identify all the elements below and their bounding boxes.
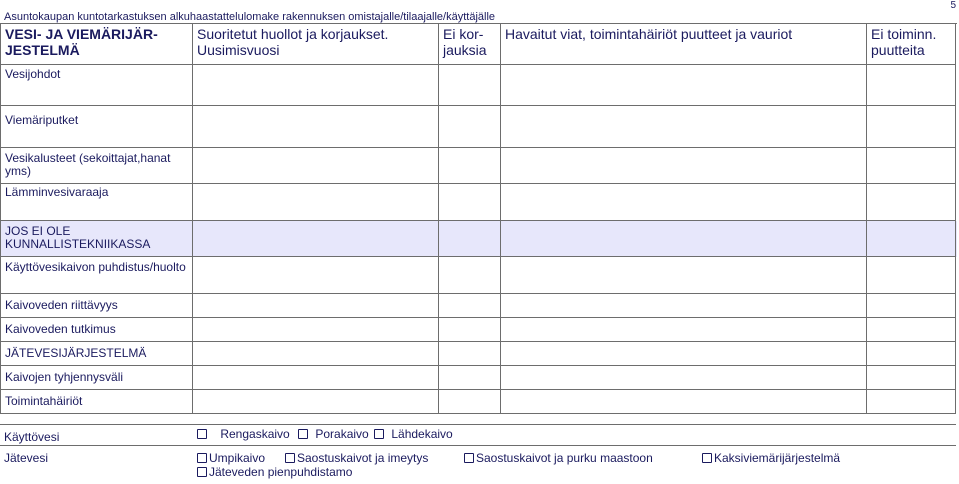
serviced-field[interactable] [193,148,439,184]
kayttovesi-row [0,424,956,446]
serviced-field[interactable] [193,65,439,106]
defects-field[interactable] [501,65,867,106]
jatevesi-row [0,445,956,484]
kayttovesi-label: Käyttövesi [4,430,60,444]
table-row [1,148,957,184]
no-repairs-field [439,221,501,257]
option-rengaskaivo[interactable] [197,427,290,441]
header-no-issues: Ei toiminn. puutteita [867,24,956,65]
row-label: Kaivoveden riittävyys [1,294,193,318]
defects-field[interactable] [501,257,867,294]
header-section: VESI- JA VIEMÄRIJÄR-JESTELMÄ [1,24,193,65]
form-title: Asuntokaupan kuntotarkastuksen alkuhaastattelulomake rakennuksen omistajalle/tilaajalle/käyttäjälle [4,11,496,23]
defects-field[interactable] [501,366,867,390]
no-issues-field[interactable] [867,148,956,184]
option-kaksiviemarijarjestelma[interactable] [702,451,840,465]
defects-field[interactable] [501,390,867,414]
table-row [1,106,957,148]
table-row [1,257,957,294]
checkbox-icon[interactable] [298,429,308,439]
row-label: Vesikalusteet (sekoittajat,hanat yms) [1,148,193,184]
checkbox-icon[interactable] [285,453,295,463]
row-label: Vesijohdot [1,65,193,106]
option-label: Rengaskaivo [220,427,290,441]
no-issues-field[interactable] [867,294,956,318]
table-row [1,65,957,106]
no-repairs-field[interactable] [439,106,501,148]
option-label: Saostuskaivot ja purku maastoon [476,451,653,465]
no-repairs-field[interactable] [439,65,501,106]
no-issues-field[interactable] [867,366,956,390]
serviced-field[interactable] [193,390,439,414]
no-repairs-field[interactable] [439,390,501,414]
serviced-field [193,221,439,257]
defects-field[interactable] [501,184,867,221]
no-repairs-field[interactable] [439,342,501,366]
no-repairs-field[interactable] [439,366,501,390]
checkbox-icon[interactable] [197,429,207,439]
table-header [1,24,957,65]
table-row-section [1,221,957,257]
header-defects: Havaitut viat, toimintahäiriöt puutteet ja vauriot [501,24,867,65]
defects-field[interactable] [501,342,867,366]
row-label: Viemäriputket [1,106,193,148]
serviced-field[interactable] [193,106,439,148]
option-label: Umpikaivo [209,451,266,465]
option-porakaivo[interactable] [298,427,369,441]
table-row [1,342,957,366]
inspection-table [0,23,957,414]
option-label: Lähdekaivo [391,427,453,441]
table-row [1,294,957,318]
defects-field[interactable] [501,106,867,148]
no-issues-field[interactable] [867,257,956,294]
page-number: 5 [950,0,956,11]
no-repairs-field[interactable] [439,294,501,318]
option-saostuskaivot-purku[interactable] [464,451,653,465]
no-issues-field[interactable] [867,318,956,342]
serviced-field[interactable] [193,318,439,342]
row-label: Käyttövesikaivon puhdistus/huolto [1,257,193,294]
option-label: Kaksiviemärijärjestelmä [714,451,841,465]
row-label: JOS EI OLE KUNNALLISTEKNIIKASSA [1,221,193,257]
jatevesi-label: Jätevesi [4,451,49,465]
header-serviced: Suoritetut huollot ja korjaukset. Uusimisvuosi [193,24,439,65]
table-row [1,184,957,221]
defects-field[interactable] [501,318,867,342]
no-repairs-field[interactable] [439,184,501,221]
table-row [1,318,957,342]
no-repairs-field[interactable] [439,148,501,184]
header-no-repairs: Ei kor-jauksia [439,24,501,65]
no-issues-field[interactable] [867,342,956,366]
checkbox-icon[interactable] [374,429,384,439]
no-issues-field [867,221,956,257]
serviced-field[interactable] [193,257,439,294]
checkbox-icon[interactable] [197,467,207,477]
no-repairs-field[interactable] [439,257,501,294]
serviced-field[interactable] [193,366,439,390]
option-lahdekaivo[interactable] [374,427,453,441]
row-label: Lämminvesivaraaja [1,184,193,221]
no-issues-field[interactable] [867,184,956,221]
serviced-field[interactable] [193,342,439,366]
checkbox-icon[interactable] [702,453,712,463]
serviced-field[interactable] [193,184,439,221]
no-issues-field[interactable] [867,390,956,414]
no-issues-field[interactable] [867,65,956,106]
option-label: Saostuskaivot ja imeytys [297,451,429,465]
option-label: Jäteveden pienpuhdistamo [209,465,353,479]
row-label: Kaivoveden tutkimus [1,318,193,342]
no-repairs-field[interactable] [439,318,501,342]
option-pienpuhdistamo[interactable] [197,465,352,479]
defects-field[interactable] [501,294,867,318]
no-issues-field[interactable] [867,106,956,148]
table-row [1,390,957,414]
option-label: Porakaivo [315,427,369,441]
option-saostuskaivot-imeytys[interactable] [285,451,428,465]
row-label: Toimintahäiriöt [1,390,193,414]
serviced-field[interactable] [193,294,439,318]
option-umpikaivo[interactable] [197,451,265,465]
row-label: JÄTEVESIJÄRJESTELMÄ [1,342,193,366]
checkbox-icon[interactable] [197,453,207,463]
defects-field [501,221,867,257]
row-label: Kaivojen tyhjennysväli [1,366,193,390]
checkbox-icon[interactable] [464,453,474,463]
defects-field[interactable] [501,148,867,184]
table-row [1,366,957,390]
